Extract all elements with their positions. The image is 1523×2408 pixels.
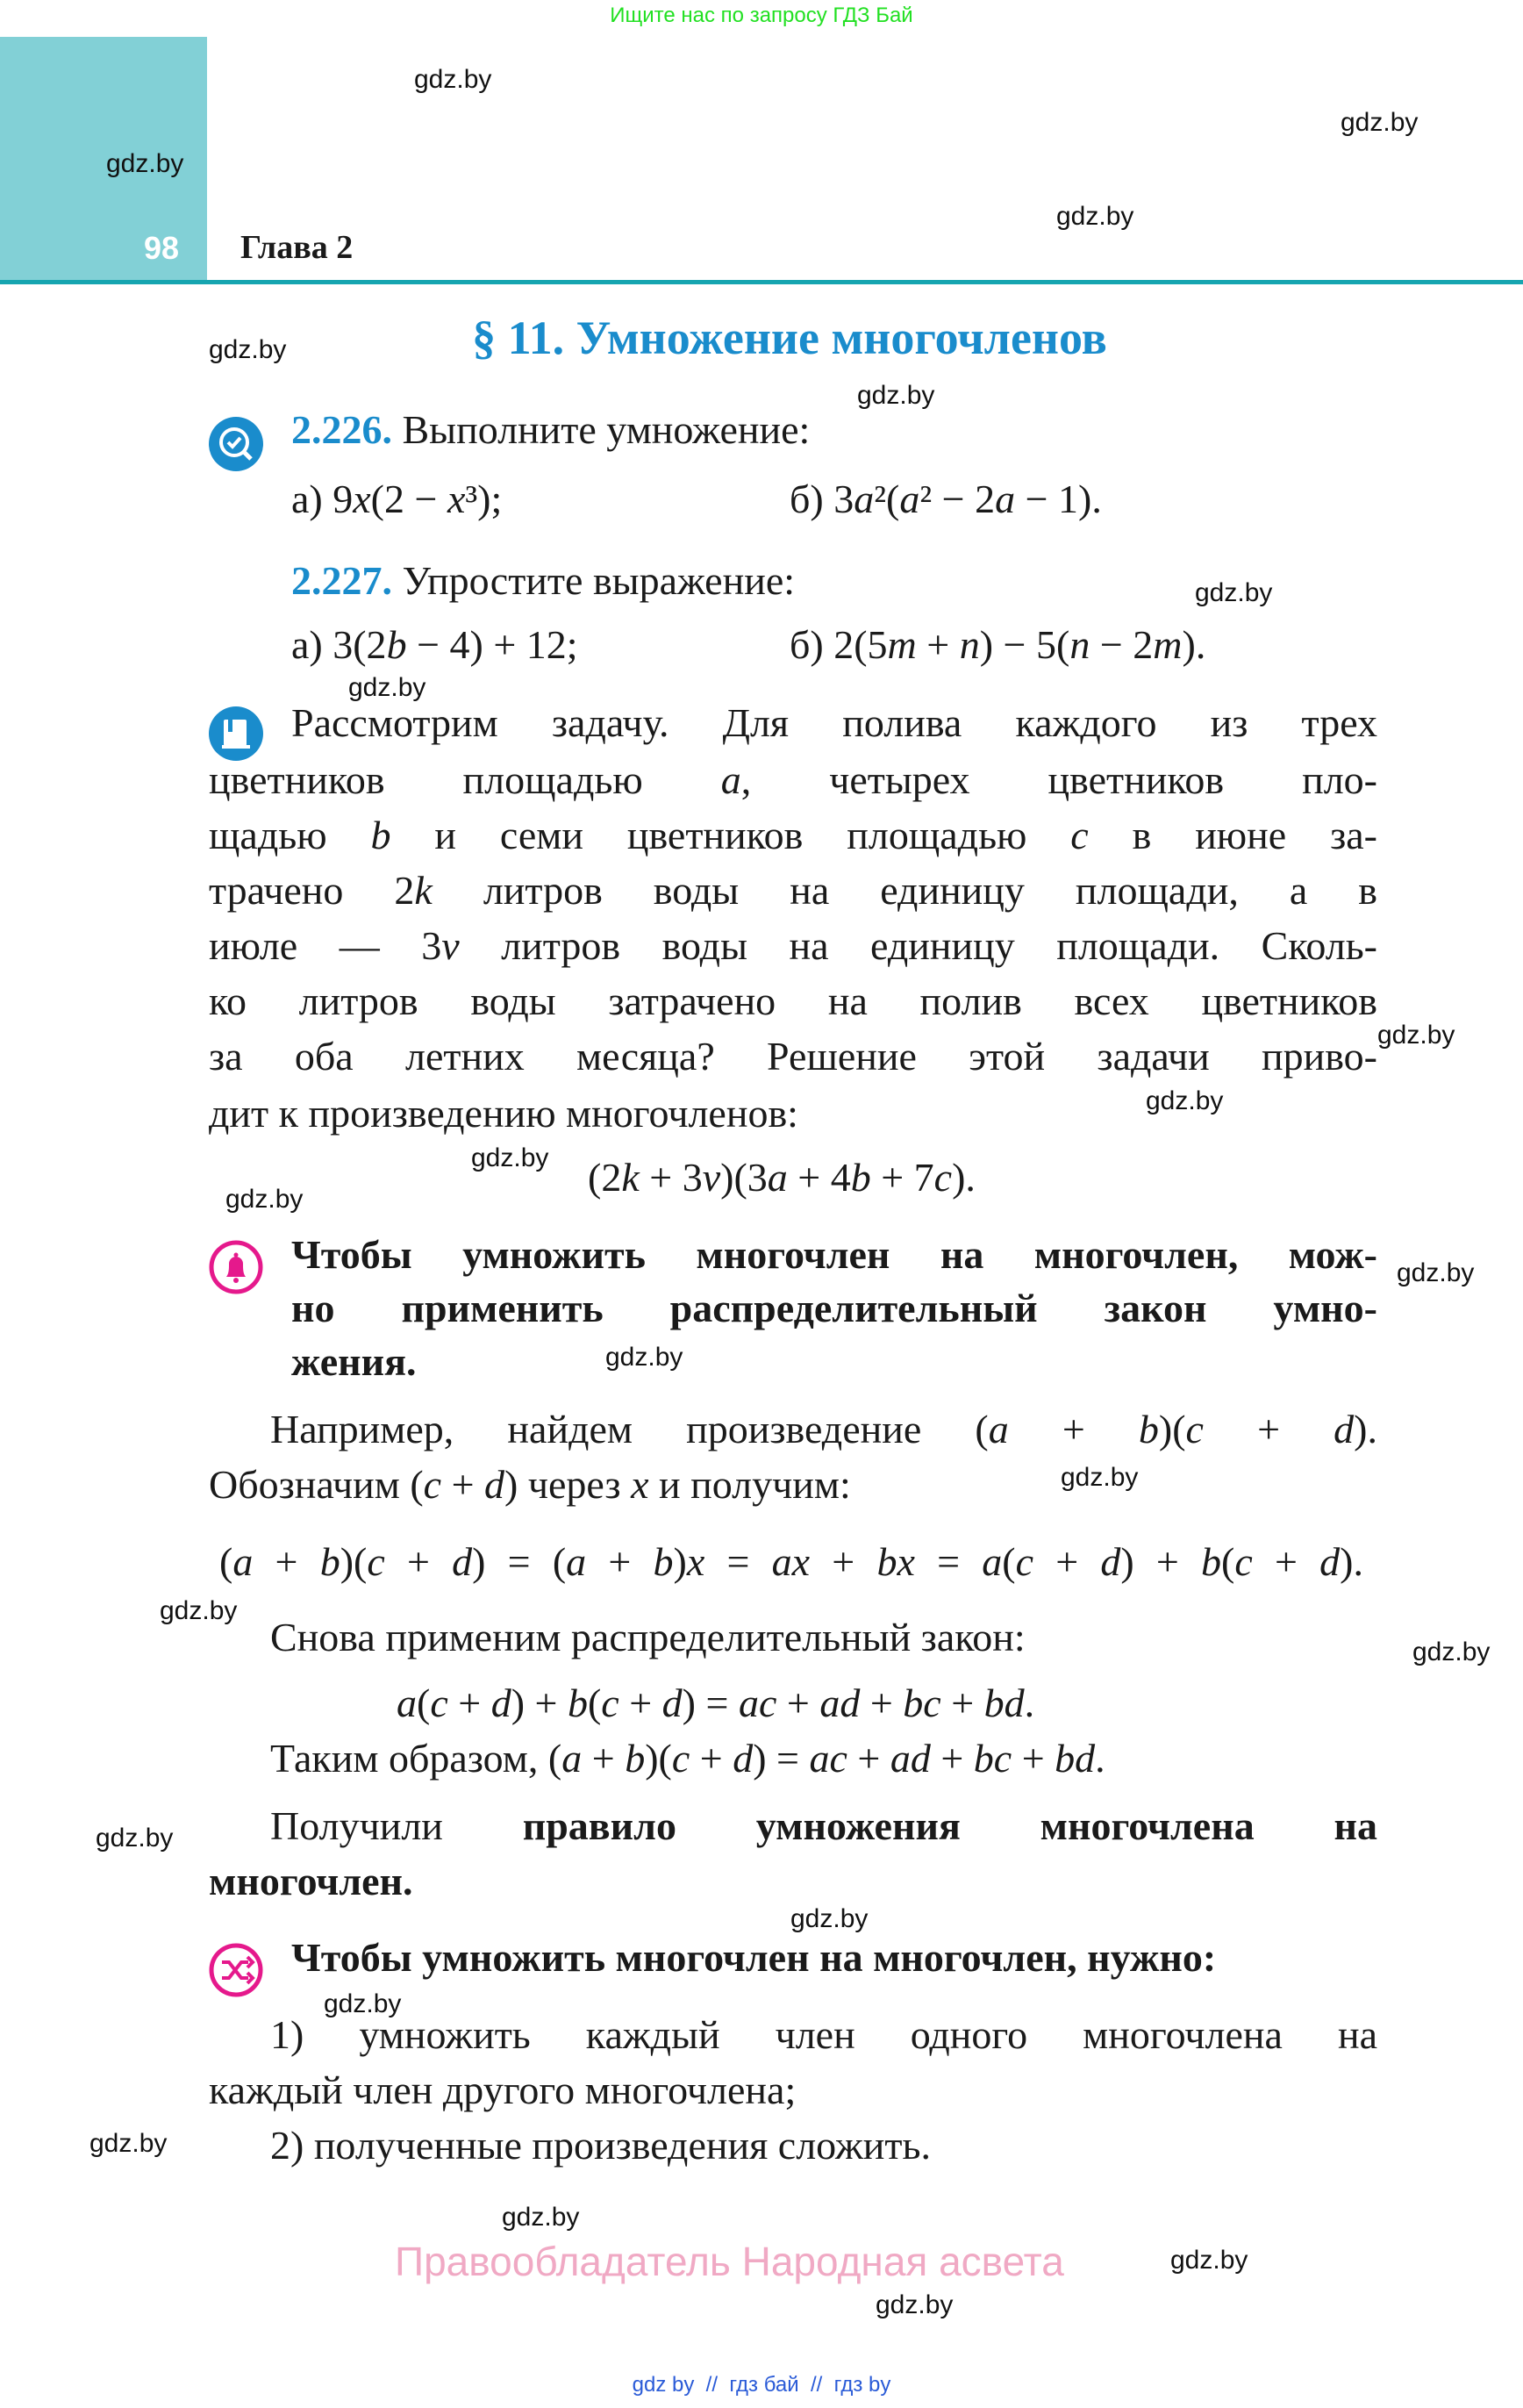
footer-links[interactable]: gdz by // гдз бай // гдз by	[632, 2373, 891, 2397]
watermark: gdz.by	[225, 1185, 304, 1214]
example-line: Например, найдем произведение (a + b)(c + d).	[270, 1407, 1377, 1451]
got-line	[270, 1802, 1377, 1851]
watermark: gdz.by	[1170, 2246, 1248, 2275]
bell-icon	[209, 1240, 263, 1294]
task-line: за оба летних месяца? Решение этой задачи приво-	[209, 1034, 1377, 1079]
shuffle-icon	[209, 1943, 263, 1997]
watermark: gdz.by	[324, 1989, 402, 2018]
exercise-2-227-a: а) 3(2b − 4) + 12;	[291, 622, 578, 667]
rule2-step: 2) полученные произведения сложить.	[270, 2123, 931, 2168]
equation-2: a(c + d) + b(c + d) = ac + ad + bc + bd.	[397, 1681, 1035, 1725]
got-bold: правило умножения многочлена на	[522, 1803, 1378, 1848]
watermark: gdz.by	[414, 65, 492, 94]
task-line: дит к произведению многочленов:	[209, 1091, 798, 1136]
got-plain: Получили	[270, 1803, 443, 1848]
watermark: gdz.by	[160, 1596, 238, 1625]
rule-line: жения.	[291, 1339, 417, 1384]
equation-1: (a + b)(c + d) = (a + b)x = ax + bx = a(c + d) + b(c + d).	[219, 1539, 1363, 1584]
task-line: цветников площадью a, четырех цветников пло-	[209, 757, 1377, 802]
exercise-2-227-b: б) 2(5m + n) − 5(n − 2m).	[790, 622, 1206, 667]
watermark: gdz.by	[348, 673, 426, 702]
task-line: Рассмотрим задачу. Для полива каждого из трех	[291, 700, 1377, 745]
rule2-title: Чтобы умножить многочлен на многочлен, нужно:	[291, 1935, 1217, 1980]
watermark: gdz.by	[1412, 1638, 1491, 1666]
got-line-2: многочлен.	[209, 1859, 413, 1903]
watermark: gdz.by	[96, 1824, 174, 1853]
watermark: gdz.by	[857, 381, 935, 410]
thus-line: Таким образом, (a + b)(c + d) = ac + ad + bc + bd.	[270, 1736, 1105, 1781]
section-title: § 11. Умножение многочленов	[472, 312, 1107, 364]
watermark: gdz.by	[106, 149, 184, 178]
watermark: gdz.by	[790, 1904, 869, 1933]
rule2-step: 1) умножить каждый член одного многочлена на	[270, 2012, 1377, 2057]
watermark: gdz.by	[605, 1343, 683, 1372]
watermark: gdz.by	[1056, 202, 1134, 231]
header-rule	[0, 280, 1523, 284]
watermark: gdz.by	[1377, 1021, 1455, 1050]
page-number: 98	[144, 230, 180, 266]
rule-line: Чтобы умножить многочлен на многочлен, мож-	[291, 1232, 1377, 1277]
watermark: gdz.by	[209, 335, 287, 364]
exercise-title: Упростите выражение:	[402, 558, 796, 603]
rule2-step: каждый член другого многочлена;	[209, 2068, 797, 2112]
book-icon	[209, 706, 263, 761]
watermark: gdz.by	[876, 2290, 954, 2319]
watermark: gdz.by	[89, 2129, 168, 2158]
task-formula: (2k + 3v)(3a + 4b + 7c).	[588, 1155, 976, 1200]
copyright: Правообладатель Народная асвета	[395, 2239, 1064, 2284]
top-banner[interactable]: Ищите нас по запросу ГДЗ Бай	[610, 4, 913, 27]
exercise-2-227-heading	[291, 556, 795, 606]
task-line: трачено 2k литров воды на единицу площади, а в	[209, 868, 1377, 913]
chapter-title: Глава 2	[240, 229, 354, 266]
search-check-icon	[209, 417, 263, 471]
watermark: gdz.by	[1061, 1463, 1139, 1492]
watermark: gdz.by	[502, 2203, 580, 2232]
task-line: щадью b и семи цветников площадью c в июне за-	[209, 813, 1377, 857]
again-line: Снова применим распределительный закон:	[270, 1615, 1026, 1659]
exercise-number: 2.226.	[291, 407, 392, 452]
watermark: gdz.by	[1146, 1086, 1224, 1115]
task-line: июле — 3v литров воды на единицу площади. Сколь-	[209, 923, 1377, 968]
watermark: gdz.by	[1341, 108, 1419, 137]
exercise-2-226-b: б) 3a²(a² − 2a − 1).	[790, 477, 1102, 521]
example-line: Обозначим (c + d) через x и получим:	[209, 1462, 851, 1507]
rule-line: но применить распределительный закон умно-	[291, 1286, 1377, 1330]
watermark: gdz.by	[1397, 1258, 1475, 1287]
exercise-2-226-heading	[291, 405, 810, 455]
watermark: gdz.by	[471, 1143, 549, 1172]
exercise-number: 2.227.	[291, 558, 392, 603]
exercise-title: Выполните умножение:	[402, 407, 811, 452]
task-line: ко литров воды затрачено на полив всех цветников	[209, 978, 1377, 1023]
exercise-2-226-a: а) 9x(2 − x³);	[291, 477, 503, 521]
watermark: gdz.by	[1195, 578, 1273, 607]
